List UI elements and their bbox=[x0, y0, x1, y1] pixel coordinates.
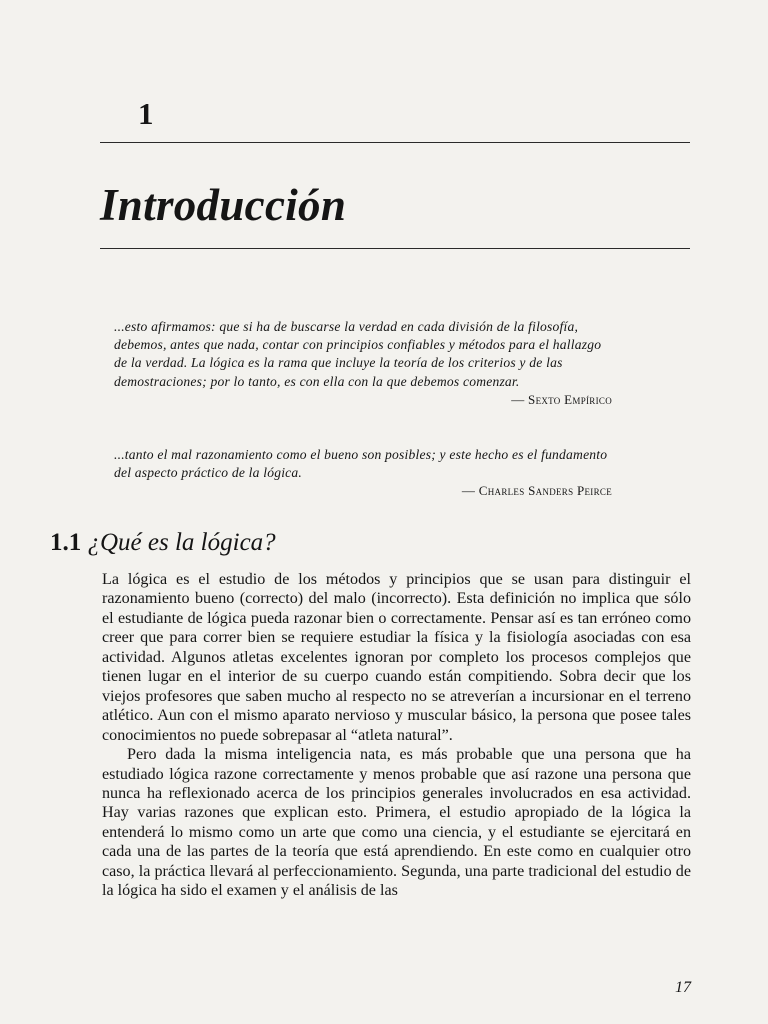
section-title: ¿Qué es la lógica? bbox=[87, 529, 276, 556]
epigraph-attribution: — Sexto Empírico bbox=[511, 391, 612, 407]
paragraph: Pero dada la misma inteligencia nata, es más probable que una persona que ha estudiado lógica razone correctamente y menos probable que así razone una persona que nunca ha reflexionado acerca de los principios generales involucrados en esa actividad. Hay varias razones que explican esto. Primera, el estudio apropiado de la lógica la entenderá lo mismo como un arte que como una ciencia, y el estudiante se ejercitará en cada una de las partes de la teoría que está aprendiendo. En este como en cualquier otro caso, la práctica llevará al perfeccionamiento. Segunda, una parte tradicional del estudio de la lógica ha sido el examen y el análisis de las bbox=[102, 746, 691, 900]
body-text bbox=[102, 570, 691, 901]
epigraph bbox=[114, 318, 612, 409]
chapter-title: Introducción bbox=[100, 180, 347, 230]
bottom-rule bbox=[100, 248, 690, 249]
section-number: 1.1 bbox=[50, 529, 82, 556]
epigraph-attribution: — Charles Sanders Peirce bbox=[461, 483, 612, 499]
epigraph-text: ...tanto el mal razonamiento como el bueno son posibles; y este hecho es el fundamento del aspecto práctico de la lógica. bbox=[114, 447, 608, 481]
section-heading bbox=[50, 526, 276, 560]
epigraph bbox=[114, 446, 612, 500]
chapter-number: 1 bbox=[138, 96, 154, 131]
top-rule bbox=[100, 142, 690, 143]
paragraph: La lógica es el estudio de los métodos y principios que se usan para distinguir el razonamiento bueno (correcto) del malo (incorrecto). Esta definición no implica que sólo el estudiante de lógica pueda razonar bien o correctamente. Pensar así es tan erróneo como creer que para correr bien se requiere estudiar la física y la fisiología asociadas con esa actividad. Algunos atletas excelentes ignoran por completo los procesos complejos que tienen lugar en el interior de su cuerpo cuando están compitiendo. Sobra decir que los viejos profesores que saben mucho al respecto no se atreverían a incursionar en el terreno atlético. Aun con el mismo aparato nervioso y muscular básico, la persona que posee tales conocimientos no puede sobrepasar al “atleta natural”. bbox=[102, 571, 691, 744]
epigraph-text: ...esto afirmamos: que si ha de buscarse la verdad en cada división de la filosofía, debemos, antes que nada, contar con principios confiables y métodos para el hallazgo de la verdad. La lógica es la rama que incluye la teoría de los criterios y de las demostraciones; por lo tanto, es con ella con la que debemos comenzar. bbox=[114, 319, 602, 389]
page-number: 17 bbox=[675, 979, 691, 996]
